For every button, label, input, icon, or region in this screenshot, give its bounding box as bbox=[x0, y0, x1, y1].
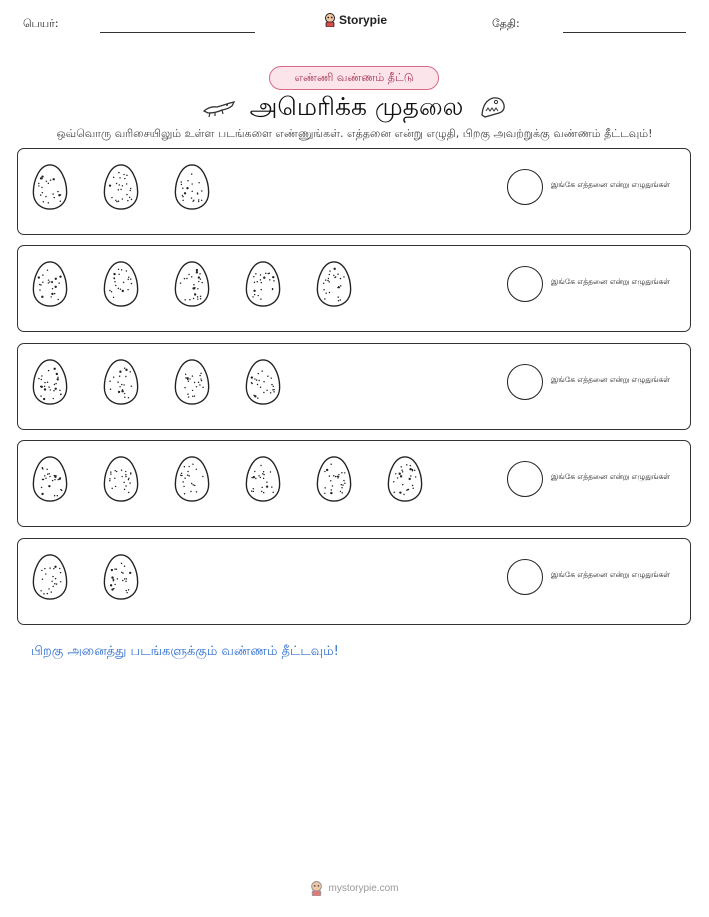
egg-icon bbox=[173, 455, 211, 503]
egg-icon bbox=[102, 455, 140, 503]
footer-note: பிறகு அனைத்து படங்களுக்கும் வண்ணம் தீட்டவும்! bbox=[31, 644, 339, 659]
egg-icon bbox=[102, 163, 140, 211]
egg-icon bbox=[315, 260, 353, 308]
egg-icon bbox=[102, 260, 140, 308]
egg-icon bbox=[173, 260, 211, 308]
egg-icon bbox=[31, 455, 69, 503]
crocodile-head-icon bbox=[477, 93, 507, 123]
brand-text: mystorypie.com bbox=[328, 883, 399, 894]
egg-icon bbox=[315, 455, 353, 503]
storypie-logo bbox=[324, 13, 387, 27]
counting-row bbox=[17, 245, 691, 332]
crocodile-icon bbox=[202, 97, 236, 119]
answer-circle[interactable] bbox=[507, 169, 543, 205]
egg-icon bbox=[31, 163, 69, 211]
answer-label: இங்கே எத்தனை என்று எழுதுங்கள் bbox=[551, 570, 671, 579]
answer-circle[interactable] bbox=[507, 266, 543, 302]
egg-icon bbox=[386, 455, 424, 503]
answer-circle[interactable] bbox=[507, 559, 543, 595]
egg-icon bbox=[31, 358, 69, 406]
storypie-mascot-icon bbox=[324, 13, 336, 27]
answer-circle[interactable] bbox=[507, 461, 543, 497]
date-label: தேதி: bbox=[492, 17, 520, 30]
answer-label: இங்கே எத்தனை என்று எழுதுங்கள் bbox=[551, 277, 671, 286]
storypie-mascot-icon bbox=[310, 881, 323, 896]
instructions: ஒவ்வொரு வரிசையிலும் உள்ள படங்களை எண்ணுங்கள். எத்தனை என்று எழுதி, பிறகு அவற்றுக்கு வண்ணம் தீட்டவும்! bbox=[56, 127, 653, 140]
answer-circle[interactable] bbox=[507, 364, 543, 400]
egg-icon bbox=[173, 358, 211, 406]
egg-icon bbox=[244, 358, 282, 406]
page-title: அமெரிக்க முதலை bbox=[249, 91, 464, 121]
title-row bbox=[0, 90, 709, 126]
answer-label: இங்கே எத்தனை என்று எழுதுங்கள் bbox=[551, 180, 671, 189]
activity-badge: எண்ணி வண்ணம் தீட்டு bbox=[269, 66, 439, 90]
egg-icon bbox=[244, 260, 282, 308]
name-field-line[interactable] bbox=[100, 32, 255, 33]
egg-icon bbox=[173, 163, 211, 211]
name-label: பெயர்: bbox=[23, 17, 59, 30]
egg-icon bbox=[31, 260, 69, 308]
egg-icon bbox=[244, 455, 282, 503]
logo-text: Storypie bbox=[339, 13, 388, 27]
counting-row bbox=[17, 538, 691, 625]
answer-label: இங்கே எத்தனை என்று எழுதுங்கள் bbox=[551, 472, 671, 481]
egg-icon bbox=[102, 358, 140, 406]
counting-row bbox=[17, 343, 691, 430]
brand-footer bbox=[0, 881, 709, 896]
counting-row bbox=[17, 148, 691, 235]
date-field-line[interactable] bbox=[563, 32, 686, 33]
egg-icon bbox=[102, 553, 140, 601]
answer-label: இங்கே எத்தனை என்று எழுதுங்கள் bbox=[551, 375, 671, 384]
counting-row bbox=[17, 440, 691, 527]
egg-icon bbox=[31, 553, 69, 601]
